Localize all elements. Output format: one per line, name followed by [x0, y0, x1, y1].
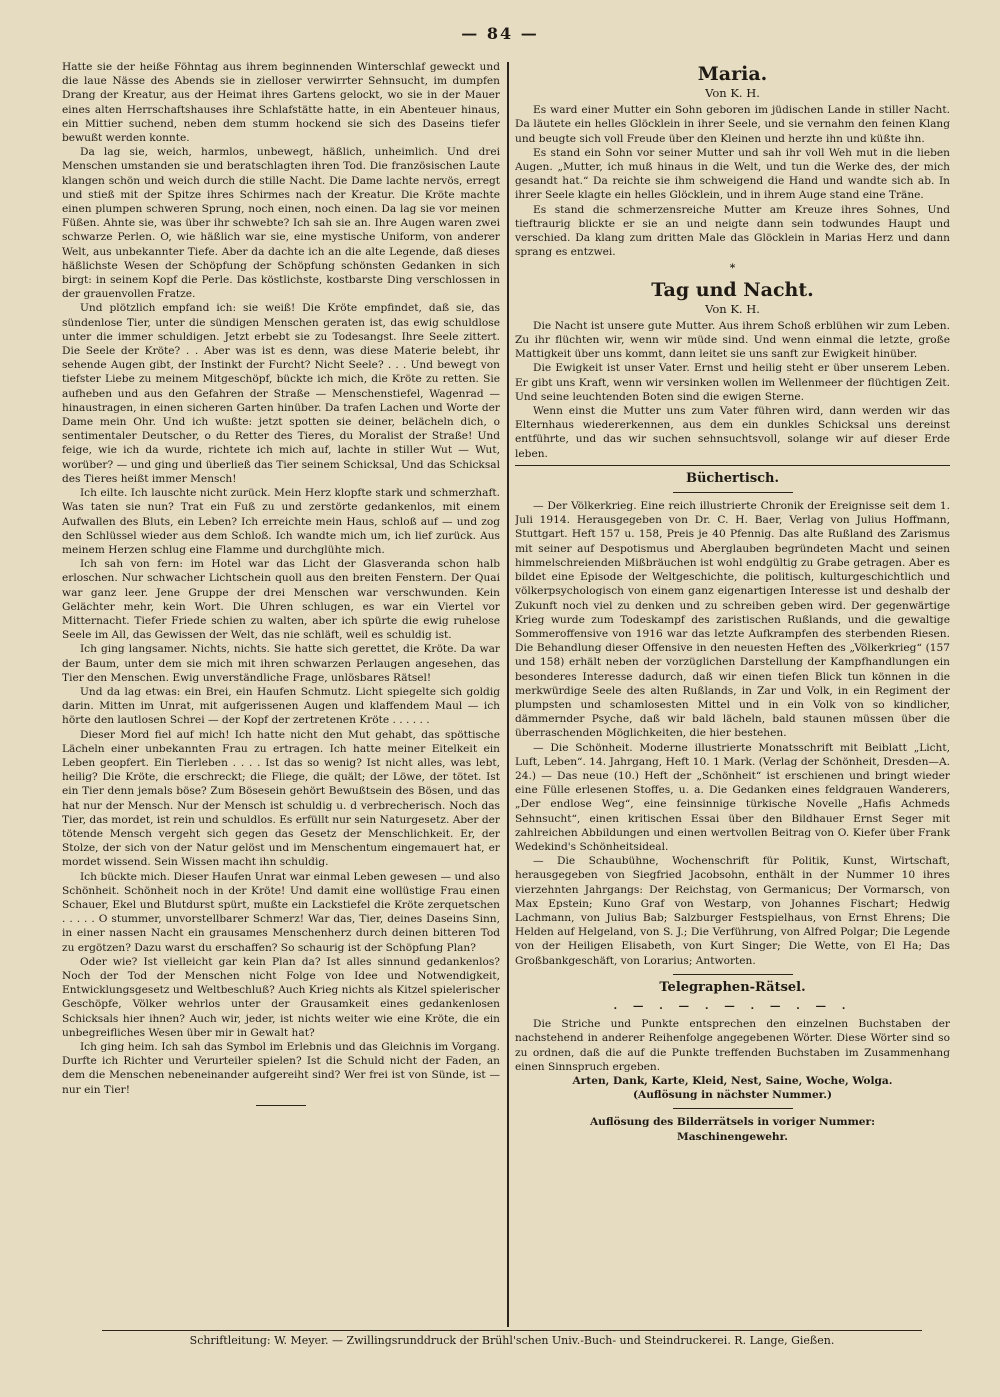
buecher-paragraph: — Der Völkerkrieg. Eine reich illustrierte Chronik der Ereignisse seit dem 1. Juli 1914. Herausgegeben von Dr. C. H. Baer, Verlag von Julius Hoffmann, Stuttgart. Heft 157 u. 158, Preis je 40 Pfennig. Das alte Rußland des Zarismus mit seiner auf Despotismus und Aberglauben begründeten Macht und seinen himmelschreienden Mißbräuchen ist wohl endgültig zu Grabe getragen. Aber es bildet eine Episode der Weltgeschichte, die politisch, kulturgeschichtlich und völkerpsychologisch von einem ganz eigenartigen Interesse ist und deshalb der Zukunft noch viel zu denken und zu schreiben geben wird. Der gegenwärtige Krieg wurde zum Todeskampf des zaristischen Rußlands, und die gewaltige Sommeroffensive von 1916 war das letzte Aufkrampfen des sterbenden Riesen. Die Behandlung dieser Offensive in den neuesten Heften des „Völkerkrieg“ (157 und 158) erhält neben der vorzüglichen Darstellung der Kampfhandlungen ein besonderes Interesse dadurch, daß wir einen tiefen Blick tun können in die merkwürdige Seele des alten Rußlands, in Zar und Volk, in ein Regiment der plumpsten und schamlosesten Mittel und in ein Volk von so kindlicher, dämmernder Psyche, daß wir bald lächeln, bald staunen müssen über die überraschenden Möglichkeiten, die hier bestehen. — [515, 500, 950, 740]
maria-paragraph: Es stand die schmerzensreiche Mutter am Kreuze ihres Sohnes, Und tieftraurig blickte er sie an und neigte dann sein todwundes Haupt und verschied. Da klang zum dritten Male das Glöcklein in Marias Herz und dann sprang es entzwei. — [515, 203, 950, 259]
buecher-title: Büchertisch. — [685, 470, 780, 486]
section-rule — [515, 465, 950, 466]
aufloesung-title: Auflösung des Bilderrätsels in voriger Nummer: — [589, 1116, 876, 1129]
section-rule — [673, 1108, 793, 1109]
left-paragraph: Und da lag etwas: ein Brei, ein Haufen Schmutz. Licht spiegelte sich goldig darin. Mitten im Unrat, mit aufgerissenen Augen und klaffendem Maul — ich hörte den lautlosen Schrei — der Kopf der zertretenen Kröte . . . . . . — [62, 685, 500, 727]
left-paragraph: Ich bückte mich. Dieser Haufen Unrat war einmal Leben gewesen — und also Schönheit. Schönheit noch in der Kröte! Und damit eine wollüstige Frau einen Schauer, Ekel und Blutdurst spürt, mußte ein Lackstiefel die Kröte zerquetschen . . . . . O stummer, unvorstellbarer Schmerz! War das, Tier, deines Daseins Sinn, in einer nassen Nacht ein grausames Menschenherz durch deinen bitteren Tod zu ergötzen? Dazu warst du erschaffen? So schaurig ist der Schöpfung Plan? — [62, 870, 500, 954]
maria-paragraph: Es ward einer Mutter ein Sohn geboren im jüdischen Lande in stiller Nacht. Da läutete ein helles Glöcklein in ihrer Seele, und sie vernahm den feinen Klang und beugte sich voll Freude über den Kleinen und herzte ihn und küßte ihn. — [515, 104, 950, 145]
raetsel-text: Die Striche und Punkte entsprechen den einzelnen Buchstaben der nachstehend in anderer Reihenfolge angegebenen Wörter. Diese Wörter sind so zu ordnen, daß die auf die Punkte treffenden Buchstaben im Zusammenhang einen Sinnspruch ergeben. — [515, 1018, 950, 1073]
raetsel-title: Telegraphen-Rätsel. — [659, 979, 806, 995]
left-paragraph: Hatte sie der heiße Föhntag aus ihrem beginnenden Winterschlaf geweckt und die laue Nässe des Abends sie in zielloser verwirrter Sehnsucht, im dumpfen Drang der Kreatur, aus der Heimat ihres Gartens gelockt, wo sie in der Mauer eines alten Herrschaftshauses ihre Schlafstätte hatte, in ein Abenteuer hinaus, ein Mittier suchend, neben dem stumm hockend sie sich des Daseins tiefer bewußt werden konnte. — [62, 61, 500, 145]
column-divider — [507, 62, 509, 1327]
left-column — [62, 60, 500, 1325]
title-underline — [673, 492, 793, 493]
section-star: * — [729, 262, 736, 275]
section-rule — [673, 974, 793, 975]
right-column — [515, 60, 950, 1325]
left-paragraph: Ich eilte. Ich lauschte nicht zurück. Mein Herz klopfte stark und schmerzhaft. Was taten sie nun? Trat ein Fuß zu und zerstörte gedankenlos, mit einem Aufwallen des Bluts, ein Leben? Ich erreichte mein Haus, schloß auf — und zog den Schlüssel wieder aus dem Schloß. Ich wandte mich um, ich lief zurück. Aus meinem Herzen schlug eine Flamme und durchglühte mich. — [62, 487, 500, 556]
tag-paragraph: Wenn einst die Mutter uns zum Vater führen wird, dann werden wir das Elternhaus wiedererkennen, aus dem ein dunkles Schicksal uns dereinst entführte, und das wir suchen sehnsuchtsvoll, solange wir auf dieser Erde leben. — [515, 405, 950, 460]
aufloesung-answer: Maschinengewehr. — [677, 1130, 788, 1143]
end-rule — [256, 1105, 306, 1106]
left-paragraph: Da lag sie, weich, harmlos, unbewegt, häßlich, unheimlich. Und drei Menschen umstanden sie und beratschlagten ihren Tod. Die französischen Laute klangen schön und weich durch die stille Nacht. Die Dame lachte nervös, erregt und stieß mit der Spitze ihres Schirmes nach der Kreatur. Die Kröte machte einen plumpen schweren Sprung, noch einen, noch einen. Da lag sie vor meinen Füßen. Ahnte sie, was über ihr schwebte? Ich sah sie an. Ihre Augen waren zwei schwarze Perlen. O, wie häßlich war sie, eine mystische Uniform, von anderer Welt, aus unbekannter Tiefe. Aber da dachte ich an die alte Legende, daß dieses häßlichste Wesen der Schöpfung der Schöpfung schönsten Gedanken in sich birgt: in seinem Kopf die Perle. Das köstlichste, kostbarste Ding verschlossen in der grauenvollen Fratze. — [62, 146, 500, 301]
tag-paragraph: Die Ewigkeit ist unser Vater. Ernst und heilig steht er über unserem Leben. Er gibt uns Kraft, wenn wir versinken wollen im Wellenmeer der flüchtigen Zeit. Und seine leuchtenden Boten sind die ewigen Sterne. — [515, 362, 950, 403]
left-paragraph: Und plötzlich empfand ich: sie weiß! Die Kröte empfindet, daß sie, das sündenlose Tier, unter die sündigen Menschen geraten ist, das ewig schuldlose unter die immer schuldigen. Jetzt erbebt sie zu Todesangst. Ihre Seele zittert. Die Seele der Kröte? . . Aber was ist es denn, was diese Materie belebt, ihr sehende Augen gibt, der Instinkt der Furcht? Nicht Seele? . . . Und bewegt von tiefster Liebe zu meinem Mitgeschöpf, bückte ich mich, die Kröte zu retten. Sie aufheben und aus den Gefahren der Straße — Menschenstiefel, Wagenrad — hinaustragen, in einen sicheren Garten hinüber. Da trafen Lachen und Worte der Dame mein Ohr. Und ich wußte: jetzt spotten sie deiner, belächeln dich, o sentimentaler Deutscher, o du Retter des Tieres, du Moralist der Straße! Und feige, wie ich da wurde, richtete ich mich auf, lachte in stiller Wut — Wut, worüber? — und ging und überließ das Tier seinem Schicksal, Und das Schicksal des Tieres heißt immer Mensch! — [62, 302, 500, 485]
maria-byline: Von K. H. — [705, 86, 760, 100]
left-paragraph: Dieser Mord fiel auf mich! Ich hatte nicht den Mut gehabt, das spöttische Lächeln einer unbekannten Frau zu ertragen. Ich hatte meiner Eitelkeit ein Leben geopfert. Ein Tierleben . . . . Ist das so wenig? Ist nicht alles, was lebt, heilig? Die Kröte, die erschreckt; die Fliege, die quält; der Löwe, der tötet. Ist ein Tier denn jemals böse? Zum Bösesein gehört Bewußtsein des Bösen, und das hat nur der Mensch. Nur der Mensch ist schuldig u. d verbrecherisch. Noch das Tier, das mordet, ist rein und schuldlos. Es erfüllt nur sein Naturgesetz. Aber der tötende Mensch vergeht sich gegen das Gesetz der Menschlichkeit. Er, der Stolze, der sich von der Natur gelöst und im Menschentum eingemauert hat, er mordet wissend. Sein Wissen macht ihn schuldig. — [62, 728, 500, 869]
left-paragraph: Oder wie? Ist vielleicht gar kein Plan da? Ist alles sinnund gedankenlos? Noch der Tod der Menschen nicht Folge von Idee und Notwendigkeit, Entwicklungsgesetz und Weltbeschluß? Auch Krieg nichts als Kitzel spielerischer Geschöpfe, Völker wehrlos unter der Grausamkeit eines gedankenlosen Schicksals hier ihnen? Auch wir, jeder, ist nichts weiter wie eine Kröte, die ein unbegreifliches Wesen über mir in Gewalt hat? — [62, 955, 500, 1039]
raetsel-note: (Auflösung in nächster Nummer.) — [632, 1089, 833, 1102]
page-number: — 84 — — [461, 24, 539, 43]
tag-title: Tag und Nacht. — [651, 278, 814, 301]
tag-byline: Von K. H. — [705, 301, 760, 316]
telegraph-code: . — . — . — . — . — . — [613, 999, 852, 1012]
left-paragraph: Ich ging langsamer. Nichts, nichts. Sie hatte sich gerettet, die Kröte. Da war der Baum, unter dem sie mich mit ihren schwarzen Perlaugen angesehen, das Tier den Menschen. Ewig unverständliche Frage, unlösbares Rätsel! — [62, 643, 500, 684]
maria-paragraph: Es stand ein Sohn vor seiner Mutter und sah ihr voll Weh mut in die lieben Augen. „Mutter, ich muß hinaus in die Welt, und tun die Werke des, der mich gesandt hat.“ Da reichte sie ihm schweigend die Hand und wandte sich ab. In ihrer Seele klagte ein helles Glöcklein, und in ihrem Auge stand eine Träne. — [515, 146, 950, 202]
buecher-paragraph: — Die Schönheit. Moderne illustrierte Monatsschrift mit Beiblatt „Licht, Luft, Leben“. 14. Jahrgang, Heft 10. 1 Mark. (Verlag der Schönheit, Dresden—A. 24.) — Das neue (10.) Heft der „Schönheit“ ist erschienen und bringt wieder eine Fülle erlesenen Stoffes, u. a. Die Gedanken eines feldgrauen Wanderers, „Der endlose Weg“, eine feinsinnige türkische Novelle „Hafis Achmeds Sehnsucht“, einen kritischen Essai über den Bildhauer Ernst Seger mit zahlreichen Abbildungen und einen wertvollen Beitrag von O. Kiefer über Frank Wedekind's Schönheitsideal. — [515, 741, 950, 853]
imprint-footer: Schriftleitung: W. Meyer. — Zwillingsrunddruck der Brühl'schen Univ.-Buch- und Steindruckerei. R. Lange, Gießen. — [102, 1330, 922, 1347]
buecher-paragraph: — Die Schaubühne, Wochenschrift für Politik, Kunst, Wirtschaft, herausgegeben von Siegfried Jacobsohn, enthält in der Nummer 10 ihres vierzehnten Jahrgangs: Der Reichstag, von Germanicus; Der Vormarsch, von Max Epstein; Kuno Graf von Westarp, von Johannes Fischart; Hedwig Lachmann, von Julius Bab; Salzburger Festspielhaus, von Ernst Ehrens; Die Helden auf Helgeland, von S. J.; Die Verführung, von Alfred Polgar; Die Legende von der Heiligen Elisabeth, von Kurt Singer; Die Wette, von El Ha; Das Großbankgeschäft, von Lorarius; Antworten. — [515, 855, 950, 967]
tag-paragraph: Die Nacht ist unsere gute Mutter. Aus ihrem Schoß erblühen wir zum Leben. Zu ihr flüchten wir, wenn wir müde sind. Und wenn einmal die letzte, große Mattigkeit über uns kommt, dann leitet sie uns sanft zur Ewigkeit hinüber. — [515, 319, 950, 361]
maria-title: Maria. — [697, 63, 768, 85]
left-paragraph: Ich ging heim. Ich sah das Symbol im Erlebnis und das Gleichnis im Vorgang. Durfte ich Richter und Verurteiler spielen? Ist die Schuld nicht der Faden, an dem die Menschen nebeneinander aufgereiht sind? Wer frei ist von Sünde, ist — nur ein Tier! — [62, 1041, 500, 1096]
raetsel-words: Arten, Dank, Karte, Kleid, Nest, Saine, Woche, Wolga. — [572, 1075, 893, 1087]
left-paragraph: Ich sah von fern: im Hotel war das Licht der Glasveranda schon halb erloschen. Nur schwacher Lichtschein quoll aus den breiten Fenstern. Der Quai war ganz leer. Jene Gruppe der drei Menschen war verschwunden. Kein Gelächter mehr, kein Wort. Die Uhren schlugen, es war ein Viertel vor Mitternacht. Tiefer Friede schien zu walten, aber ich spürte die ewig ruhelose Seele im All, das Gewissen der Welt, das nie schläft, weil es schuldig ist. — [62, 558, 500, 642]
